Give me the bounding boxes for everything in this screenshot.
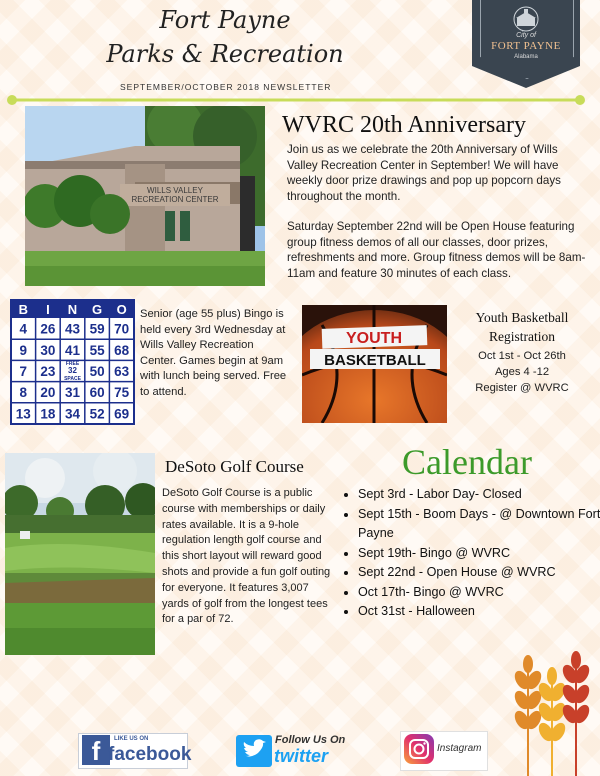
svg-text:WILLS VALLEY: WILLS VALLEY — [147, 186, 203, 195]
bingo-number: 50 — [89, 364, 105, 379]
bingo-number: 75 — [114, 385, 130, 401]
bingo-number: 4 — [19, 321, 28, 337]
bingo-number: 70 — [114, 321, 130, 337]
instagram-icon — [404, 734, 434, 764]
bingo-number: 9 — [19, 342, 28, 358]
wvrc-body — [287, 142, 587, 281]
bingo-number: 60 — [89, 385, 105, 401]
twitter-label: twitter — [274, 746, 328, 766]
facebook-icon: f — [82, 735, 110, 765]
youth-dates: Oct 1st - Oct 26th — [478, 350, 566, 362]
calendar-item: • Sept 19th- Bingo @ WVRC — [358, 544, 600, 564]
facebook-like-label: LIKE US ON — [114, 736, 149, 742]
badge-state: Alabama — [514, 54, 538, 60]
youth-register: Register @ WVRC — [475, 382, 569, 394]
badge-city-of: City of — [516, 32, 536, 39]
bingo-number: 8 — [19, 385, 28, 401]
youth-ages: Ages 4 -12 — [494, 366, 550, 378]
bingo-description: Senior (age 55 plus) Bingo is held every 3rd Wednesday at Wills Valley Recreation Center. Games begin at 9am with lunch being served. Free to attend. — [140, 308, 287, 398]
svg-text:FREE: FREE — [65, 361, 80, 367]
city-hall-icon — [508, 6, 544, 32]
twitter-icon[interactable] — [236, 735, 272, 767]
bingo-number: 59 — [89, 321, 105, 337]
wheat-decoration — [500, 650, 600, 776]
wvrc-paragraph-2: Saturday September 22nd will be Open House featuring group fitness demos of all our classes, door prizes, refreshments and more. Group fitness demos will be 8am-11am and feature 30 minutes of each class. — [287, 220, 586, 280]
badge-city-name: FORT PAYNE — [491, 40, 561, 52]
bingo-header-letter: G — [92, 302, 103, 317]
bingo-number: 30 — [40, 342, 56, 358]
wvrc-building-photo — [25, 106, 265, 286]
twitter-follow-label: Follow Us On — [275, 734, 346, 746]
svg-text:RECREATION CENTER: RECREATION CENTER — [131, 195, 219, 204]
calendar-item: • Sept 15th - Boom Days - @ Downtown Fort Payne — [358, 505, 600, 544]
bingo-number: 63 — [114, 364, 130, 379]
bingo-number: 43 — [64, 321, 81, 337]
calendar-item: • Oct 17th- Bingo @ WVRC — [358, 583, 600, 603]
calendar-item: • Sept 22nd - Open House @ WVRC — [358, 563, 600, 583]
youth-basketball-title: Youth Basketball Registration — [475, 310, 569, 344]
bingo-number: 18 — [40, 406, 56, 422]
calendar-item: • Sept 3rd - Labor Day- Closed — [358, 485, 600, 505]
bingo-number: 34 — [64, 406, 81, 422]
calendar-item: • Oct 31st - Halloween — [358, 602, 600, 622]
newsletter-title-line1: Fort Payne — [159, 6, 291, 34]
bingo-number: 41 — [64, 342, 81, 358]
golf-course-photo — [5, 453, 155, 655]
youth-graphic-line2: BASKETBALL — [324, 352, 426, 369]
svg-text:32: 32 — [68, 366, 77, 375]
golf-description: DeSoto Golf Course is a public course with memberships or daily rates available. It is a 9-hole regulation length golf course and this short layout will reward good shots and provide a fun golf outing for everyone. It features 3,007 yards of golf from the longest tees for a par of 72. — [162, 487, 331, 626]
bingo-number: 31 — [64, 385, 81, 401]
golf-heading: DeSoto Golf Course — [165, 457, 304, 476]
bingo-number: 7 — [19, 364, 28, 379]
bingo-card — [10, 299, 135, 425]
bingo-number: 23 — [40, 364, 56, 379]
newsletter-date: SEPTEMBER/OCTOBER 2018 NEWSLETTER — [120, 82, 332, 92]
bingo-header-letter: B — [18, 302, 28, 317]
wvrc-paragraph-1: Join us as we celebrate the 20th Anniversary of Wills Valley Recreation Center in September! We will have weekly door prize drawings and pop up popcorn days throughout the month. — [287, 143, 561, 203]
bingo-number: 26 — [40, 321, 56, 337]
bingo-header-letter: N — [67, 302, 78, 317]
youth-basketball-graphic — [302, 305, 447, 423]
bingo-number: 20 — [40, 385, 56, 401]
bingo-number: 13 — [15, 406, 31, 422]
bingo-number: 55 — [89, 342, 105, 358]
header-divider — [6, 95, 586, 105]
wvrc-heading: WVRC 20th Anniversary — [282, 112, 526, 138]
bingo-number: 68 — [114, 342, 130, 358]
bingo-number: 52 — [89, 406, 105, 422]
bingo-number: 69 — [114, 406, 130, 422]
bingo-card-graphic — [10, 299, 135, 425]
calendar-heading: Calendar — [402, 442, 532, 482]
instagram-label: Instagram — [437, 743, 482, 754]
bingo-header-letter: O — [116, 302, 127, 317]
facebook-label: facebook — [108, 744, 192, 765]
bingo-header-letter: I — [46, 302, 50, 317]
calendar-list — [340, 485, 600, 622]
newsletter-title-line2: Parks & Recreation — [106, 40, 344, 68]
svg-text:SPACE: SPACE — [64, 376, 81, 382]
youth-graphic-line1: YOUTH — [346, 330, 402, 347]
